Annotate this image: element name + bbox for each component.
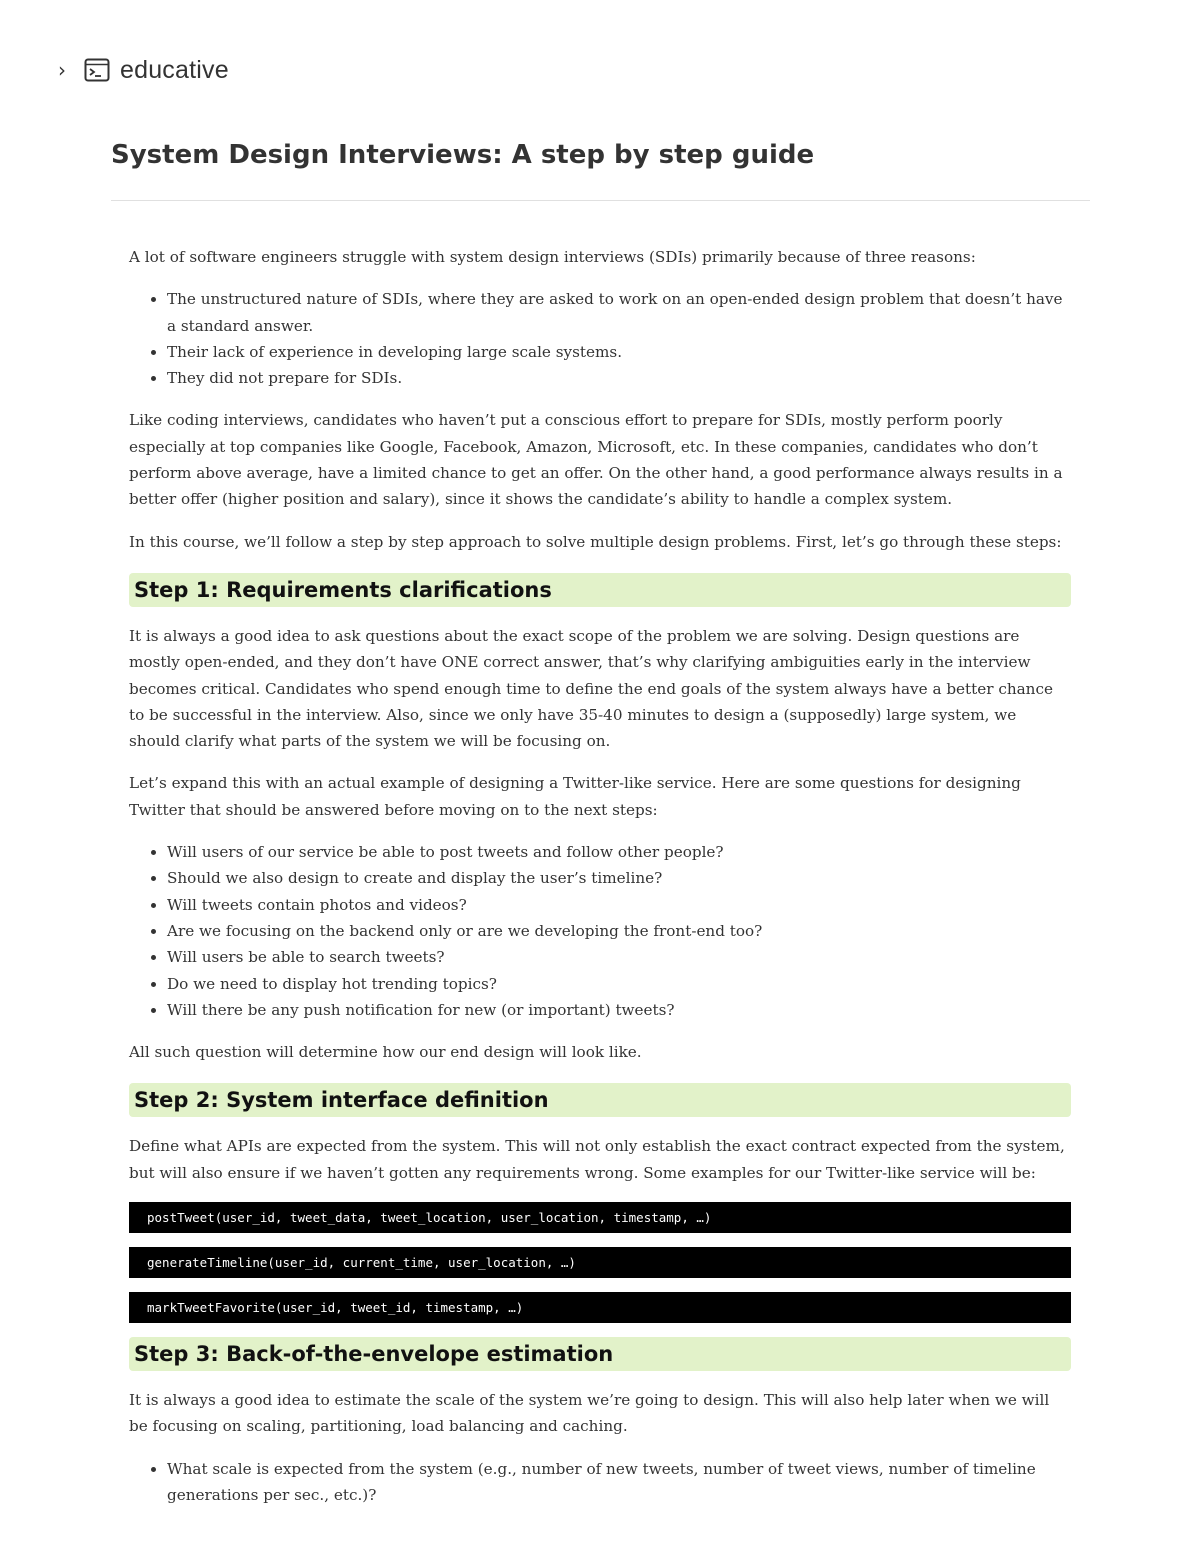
list-item: • Will there be any push notification for new (or important) tweets? — [167, 997, 1071, 1023]
chevron-right-icon[interactable]: › — [58, 58, 66, 82]
intro-paragraph: A lot of software engineers struggle with system design interviews (SDIs) primarily because of three reasons: — [129, 248, 976, 266]
estimation-list — [129, 1456, 1071, 1509]
step-2-heading: Step 2: System interface definition — [129, 1083, 1071, 1117]
code-block-mark-favorite: markTweetFavorite(user_id, tweet_id, timestamp, …) — [129, 1292, 1071, 1323]
list-item: • Will users of our service be able to post tweets and follow other people? — [167, 839, 1071, 865]
step-3-heading: Step 3: Back-of-the-envelope estimation — [129, 1337, 1071, 1371]
paragraph: Define what APIs are expected from the system. This will not only establish the exact contract expected from the system, but will also ensure if we haven’t gotten any requirements wrong. Some examples for our Twitter-like service will be: — [129, 1137, 1065, 1182]
paragraph: It is always a good idea to ask questions about the exact scope of the problem we are solving. Design questions are mostly open-ended, and they don’t have ONE correct answer, that’s why clarifying ambiguities early in the interview becomes critical. Candidates who spend enough time to define the end goals of the system always have a better chance to be successful in the interview. Also, since we only have 35-40 minutes to design a (supposedly) large system, we should clarify what parts of the system we will be focusing on. — [129, 626, 1053, 751]
title-divider — [111, 200, 1090, 201]
list-item: • Will users be able to search tweets? — [167, 944, 1071, 970]
list-item: • Their lack of experience in developing large scale systems. — [167, 339, 1071, 365]
paragraph: In this course, we’ll follow a step by step approach to solve multiple design problems. First, let’s go through these steps: — [129, 532, 1062, 551]
list-item: • Should we also design to create and display the user’s timeline? — [167, 865, 1071, 891]
paragraph: Like coding interviews, candidates who haven’t put a conscious effort to prepare for SDIs, mostly perform poorly especially at top companies like Google, Facebook, Amazon, Microsoft, etc. In these companies, candidates who don’t perform above average, have a limited chance to get an offer. On the other hand, a good performance always results in a better offer (higher position and salary), since it shows the candidate’s ability to handle a complex system. — [129, 411, 1063, 509]
step-1-heading: Step 1: Requirements clarifications — [129, 573, 1071, 607]
list-item: • Do we need to display hot trending topics? — [167, 971, 1071, 997]
paragraph: All such question will determine how our end design will look like. — [129, 1043, 642, 1062]
logo-text[interactable]: educative — [120, 55, 229, 84]
list-item: • Will tweets contain photos and videos? — [167, 892, 1071, 918]
reasons-list — [129, 286, 1071, 391]
paragraph: It is always a good idea to estimate the scale of the system we’re going to design. This will also help later when we will be focusing on scaling, partitioning, load balancing and caching. — [129, 1391, 1050, 1436]
code-block-generate-timeline: generateTimeline(user_id, current_time, user_location, …) — [129, 1247, 1071, 1278]
code-block-post-tweet: postTweet(user_id, tweet_data, tweet_location, user_location, timestamp, …) — [129, 1202, 1071, 1233]
terminal-window-icon — [84, 58, 110, 82]
list-item: • What scale is expected from the system (e.g., number of new tweets, number of tweet views, number of timeline generations per sec., etc.)? — [167, 1456, 1071, 1509]
article-body — [129, 244, 1071, 1524]
page-title: System Design Interviews: A step by step guide — [111, 140, 815, 170]
list-item: • They did not prepare for SDIs. — [167, 365, 1071, 391]
list-item: • Are we focusing on the backend only or are we developing the front-end too? — [167, 918, 1071, 944]
paragraph: Let’s expand this with an actual example of designing a Twitter-like service. Here are some questions for designing Twitter that should be answered before moving on to the next steps: — [129, 774, 1021, 819]
list-item: • The unstructured nature of SDIs, where they are asked to work on an open-ended design problem that doesn’t have a standard answer. — [167, 286, 1071, 339]
questions-list — [129, 839, 1071, 1023]
top-bar — [58, 54, 229, 86]
